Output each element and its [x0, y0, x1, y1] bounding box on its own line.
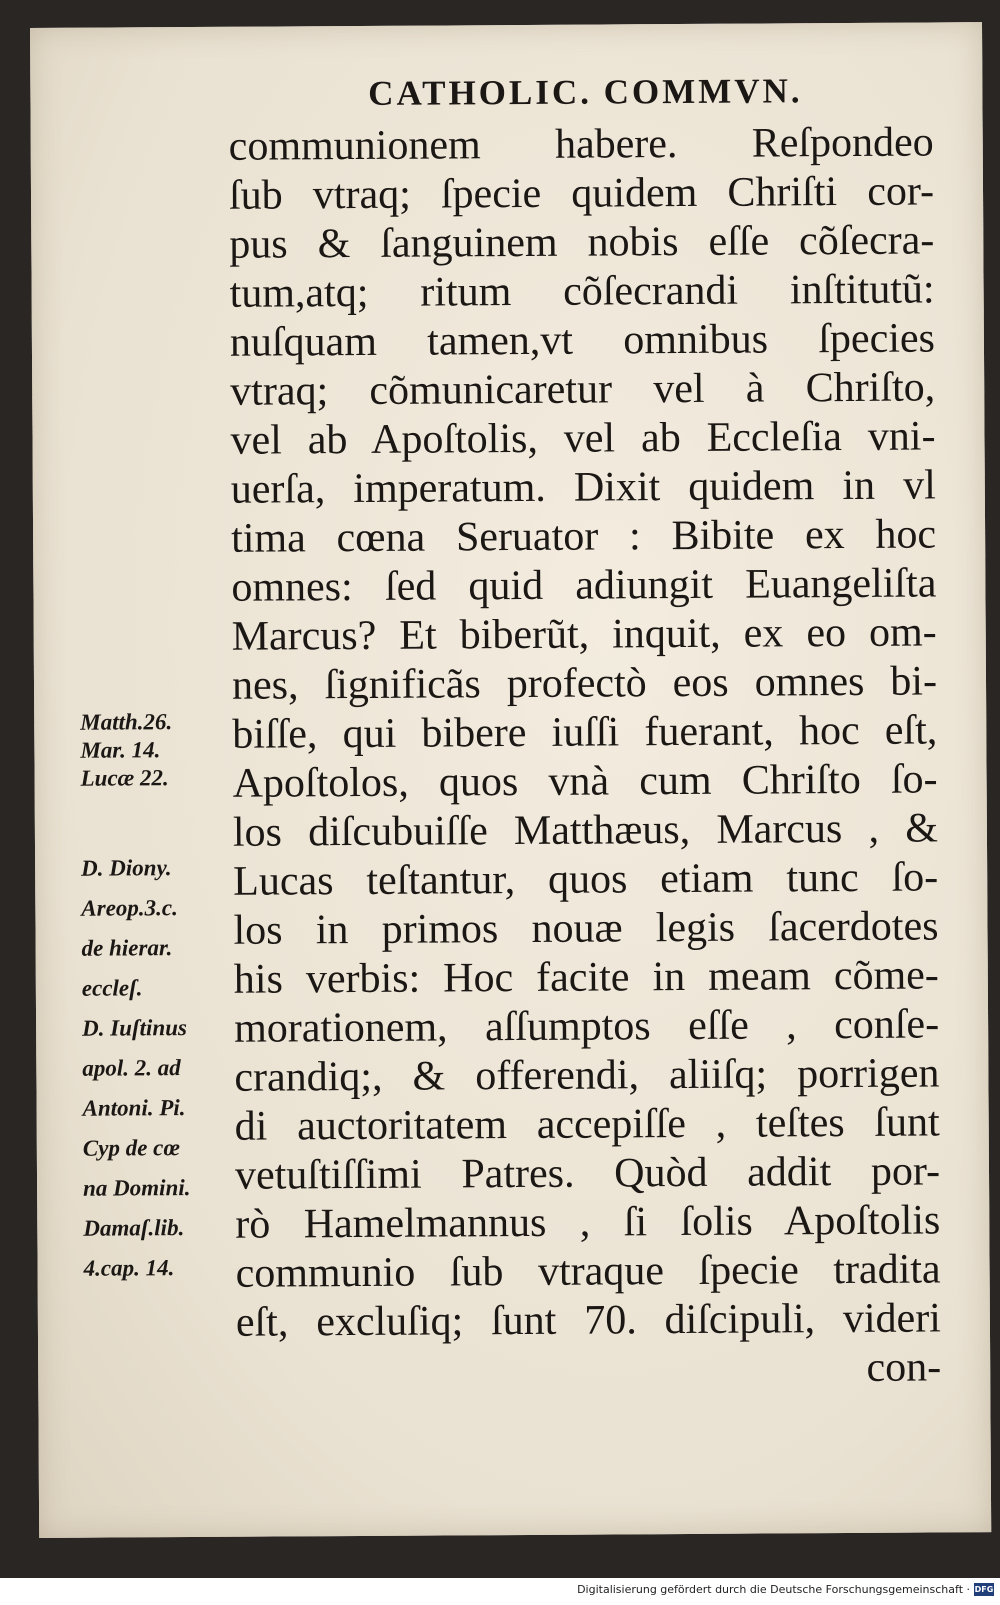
body-line: di auctoritatem accepiſſe , teſtes ſunt: [234, 1099, 940, 1150]
body-line: uerſa, imperatum. Dixit quidem in vl: [230, 462, 936, 513]
body-line: communionem habere. Reſpondeo: [228, 119, 934, 170]
body-line: crandiq;, & offerendi, aliiſq; porrigen: [234, 1050, 940, 1101]
body-text: [229, 118, 942, 1396]
margin-note: de hierar.: [81, 935, 173, 961]
body-line: rò Hamelmannus , ſi ſolis Apoſtolis: [235, 1197, 941, 1248]
body-line: morationem, aſſumptos eſſe , conſe-: [233, 1001, 940, 1052]
body-line: nuſquam tamen,vt omnibus ſpecies: [229, 315, 936, 366]
body-line: vetuſtiſſimi Patres. Quòd addit por-: [234, 1148, 941, 1199]
digitization-footer: [0, 1578, 1000, 1605]
margin-note: Lucæ 22.: [80, 765, 169, 791]
body-line: Apoſtolos, quos vnà cum Chriſto ſo-: [232, 756, 938, 807]
body-line: eſt, excluſiq; ſunt 70. diſcipuli, videri: [235, 1295, 942, 1346]
margin-notes: [80, 709, 244, 1296]
body-line: pus & ſanguinem nobis eſſe cõſecra-: [229, 217, 935, 268]
body-line: vel ab Apoſtolis, vel ab Eccleſia vni-: [230, 413, 936, 464]
margin-note: apol. 2. ad: [82, 1055, 181, 1081]
body-line: Lucas teſtantur, quos etiam tunc ſo-: [233, 854, 939, 905]
margin-note: 4.cap. 14.: [83, 1255, 175, 1281]
catchword: con-: [866, 1344, 942, 1391]
margin-note-spacer: [81, 793, 241, 856]
dfg-logo-icon: DFG: [974, 1585, 994, 1594]
running-head: CATHOLIC. COMMVN.: [368, 71, 803, 113]
body-line: biſſe, qui bibere iuſſi fuerant, hoc eſt,: [232, 707, 938, 758]
body-line: tima cœna Seruator : Bibite ex hoc: [230, 511, 937, 562]
body-line: nes, ſignificãs profectò eos omnes bi-: [231, 658, 938, 709]
margin-note: Antoni. Pi.: [82, 1095, 186, 1121]
funding-credit: Digitalisierung gefördert durch die Deutsche Forschungsgemeinschaft ·: [577, 1583, 970, 1596]
body-line: los in primos nouæ legis ſacerdotes: [233, 903, 939, 954]
body-line: communio ſub vtraque ſpecie tradita: [235, 1246, 941, 1297]
book-page: [30, 22, 991, 1538]
body-line: vtraq; cõmunicaretur vel à Chriſto,: [230, 364, 936, 415]
margin-note: Damaſ.lib.: [83, 1215, 185, 1241]
margin-note: Mar. 14.: [80, 737, 161, 763]
body-line: his verbis: Hoc facite in meam cõme-: [233, 952, 939, 1003]
body-line: omnes: ſed quid adiungit Euangeliſta: [231, 560, 937, 611]
body-line: tum,atq; ritum cõſecrandi inſtitutũ:: [229, 266, 935, 317]
body-line: ſub vtraq; ſpecie quidem Chriſti cor-: [228, 168, 935, 219]
margin-note: Areop.3.c.: [81, 895, 178, 921]
margin-note: Matth.26.: [80, 709, 173, 735]
body-line: los diſcubuiſſe Matthæus, Marcus , &: [232, 805, 939, 856]
body-line: Marcus? Et biberũt, inquit, ex eo om-: [231, 609, 937, 660]
margin-note: Cyp de cœ: [82, 1135, 180, 1161]
margin-note: D. Iuſtinus: [82, 1015, 188, 1041]
margin-note: na Domini.: [83, 1175, 191, 1201]
margin-note: eccleſ.: [81, 975, 143, 1001]
margin-note: D. Diony.: [81, 855, 172, 881]
